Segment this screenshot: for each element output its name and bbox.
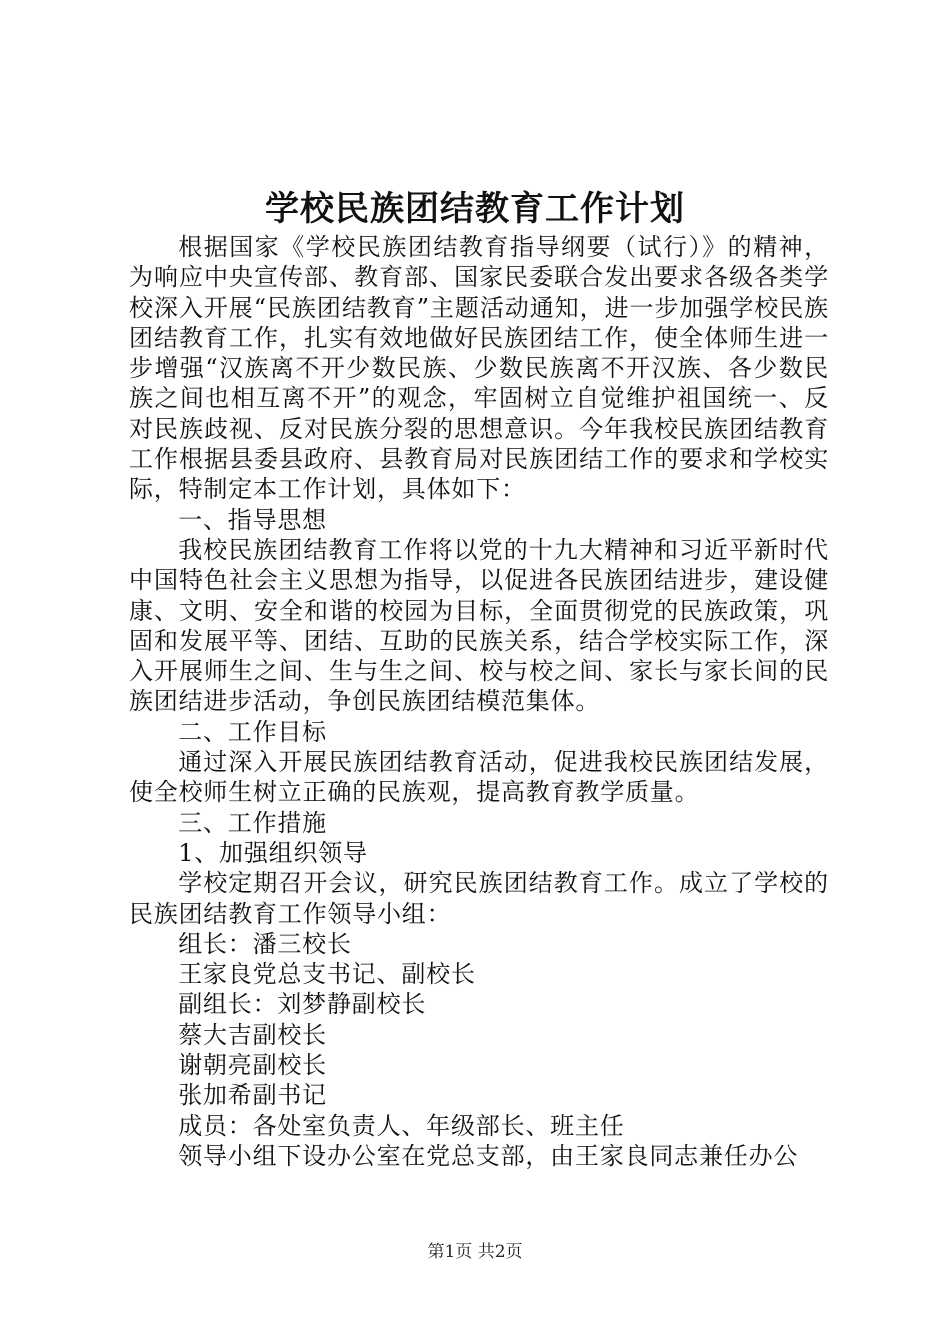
document-body bbox=[129, 232, 829, 1171]
members-line: 成员：各处室负责人、年级部长、班主任 bbox=[178, 1111, 625, 1140]
deputy-member-line: 张加希副书记 bbox=[178, 1081, 327, 1110]
deputy-leader-line: 副组长：刘梦静副校长 bbox=[178, 990, 427, 1019]
subsection-heading-organization: 1、加强组织领导 bbox=[178, 838, 368, 867]
group-member-line: 王家良党总支书记、副校长 bbox=[178, 960, 476, 989]
deputy-member-line: 谢朝亮副校长 bbox=[178, 1051, 327, 1080]
page-footer: 第1页 共2页 bbox=[427, 1242, 523, 1262]
section-heading-work-goals: 二、工作目标 bbox=[178, 717, 327, 746]
office-line: 领导小组下设办公室在党总支部，由王家良同志兼任办公 bbox=[178, 1141, 799, 1170]
organization-paragraph: 学校定期召开会议，研究民族团结教育工作。成立了学校的民族团结教育工作领导小组： bbox=[129, 869, 829, 928]
work-goals-paragraph: 通过深入开展民族团结教育活动，促进我校民族团结发展，使全校师生树立正确的民族观，提高教育教学质量。 bbox=[129, 748, 829, 807]
section-heading-guiding-thought: 一、指导思想 bbox=[178, 505, 327, 534]
guiding-thought-paragraph: 我校民族团结教育工作将以党的十九大精神和习近平新时代中国特色社会主义思想为指导，以促进各民族团结进步，建设健康、文明、安全和谐的校园为目标，全面贯彻党的民族政策，巩固和发展平等、团结、互助的民族关系，结合学校实际工作，深入开展师生之间、生与生之间、校与校之间、家长与家长间的民族团结进步活动，争创民族团结模范集体。 bbox=[129, 535, 829, 716]
deputy-member-line: 蔡大吉副校长 bbox=[178, 1020, 327, 1049]
section-heading-work-measures: 三、工作措施 bbox=[178, 808, 327, 837]
group-leader-line: 组长：潘三校长 bbox=[178, 929, 352, 958]
intro-paragraph: 根据国家《学校民族团结教育指导纲要（试行）》的精神，为响应中央宣传部、教育部、国家民委联合发出要求各级各类学校深入开展“民族团结教育”主题活动通知，进一步加强学校民族团结教育工作，扎实有效地做好民族团结工作，使全体师生进一步增强“汉族离不开少数民族、少数民族离不开汉族、各少数民族之间也相互离不开”的观念，牢固树立自觉维护祖国统一、反对民族歧视、反对民族分裂的思想意识。今年我校民族团结教育工作根据县委县政府、县教育局对民族团结工作的要求和学校实际，特制定本工作计划，具体如下： bbox=[129, 233, 829, 504]
document-title: 学校民族团结教育工作计划 bbox=[265, 189, 685, 229]
